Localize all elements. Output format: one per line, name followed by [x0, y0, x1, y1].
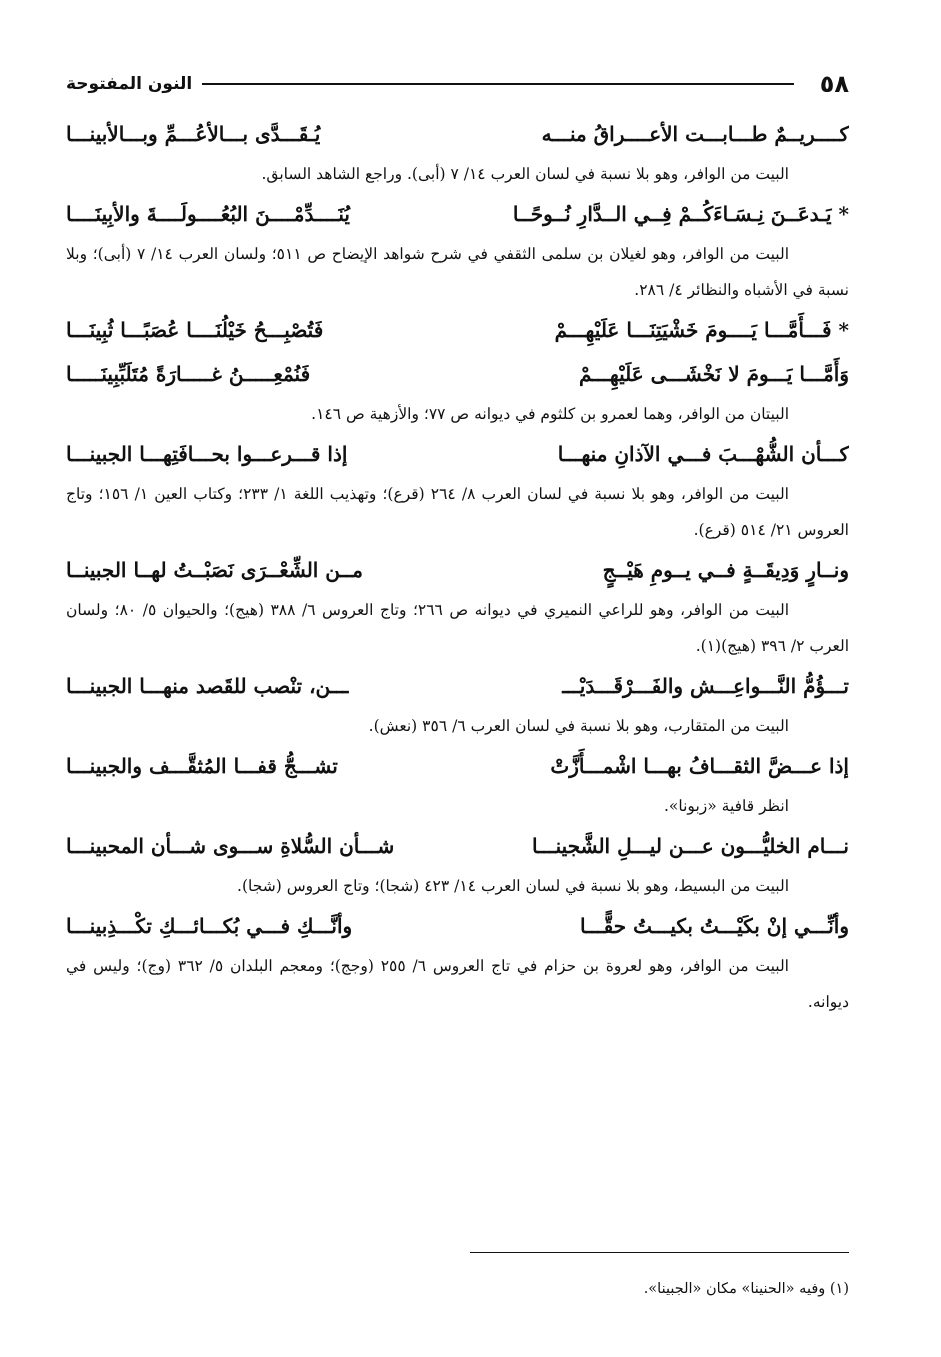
verse-line [66, 112, 849, 156]
second-hemistich: ـــن، تنْصب للقَصد منهـــا الجبينـــا [66, 674, 349, 698]
verse-line [66, 744, 849, 788]
entry-7 [66, 744, 849, 824]
verse-note: البيت من الوافر، وهو بلا نسبة في لسان العرب ٨/ ٢٦٤ (قرع)؛ وتهذيب اللغة ١/ ٢٣٣؛ وكتاب العين ١/ ١٥٦؛ وتاج العروس ٢١/ ٥١٤ (قرع). [66, 485, 849, 539]
first-hemistich: كــــريــمٌ طـــابـــت الأعــــراقُ منـــه [541, 122, 849, 146]
verse-line [66, 824, 849, 868]
first-hemistich: كـــأن الشُّهْـــبَ فـــي الآذانِ منهـــا [557, 442, 849, 466]
verse-note: البيت من الوافر، وهو لغيلان بن سلمى الثقفي في شرح شواهد الإيضاح ص ٥١١؛ ولسان العرب ١٤/ ٧ (أبى)؛ وبلا نسبة في الأشباه والنظائر ٤/ ٢٨٦. [66, 245, 849, 299]
second-hemistich: فَتُصْبِـــحُ خَيْلُنَــــا عُصَبًـــا ثُبِينَـــا [66, 318, 324, 342]
second-hemistich: يُـقَـــدَّى بـــالأعُـــمِّ وبـــالأبينـــا [66, 122, 321, 146]
first-hemistich: تـــؤُمُّ النَّـــواعِـــش والفَـــرْقَـــدَيْـــ [562, 674, 849, 698]
entry-9 [66, 904, 849, 1020]
second-hemistich: تشـــجُّ قفـــا المُثقَّـــف والجبينـــا [66, 754, 338, 778]
verse-note: البيت من الوافر، وهو لعروة بن حزام في تاج العروس ٦/ ٢٥٥ (وجج)؛ ومعجم البلدان ٥/ ٣٦٢ (وج)؛ وليس في ديوانه. [66, 957, 849, 1011]
verse-line [66, 352, 849, 396]
footnote-rule [470, 1252, 849, 1253]
entry-4 [66, 432, 849, 548]
verse-line [66, 904, 849, 948]
verse-line [66, 192, 849, 236]
entry-6 [66, 664, 849, 744]
first-hemistich: نـــام الخليُّـــون عـــن ليـــلِ الشَّجينـــا [531, 834, 849, 858]
first-hemistich: إذا عـــضَّ الثقـــافُ بهـــا اشْمـــأَزَّتْ [550, 754, 849, 778]
entry-3 [66, 308, 849, 432]
verse-note: البيت من البسيط، وهو بلا نسبة في لسان العرب ١٤/ ٤٢٣ (شجا)؛ وتاج العروس (شجا). [237, 877, 789, 895]
second-hemistich: وأنَّـــكِ فـــي بُكـــائـــكِ تكْـــذِبينـــا [66, 914, 353, 938]
first-hemistich: وَأَمَّـــا يَـــومَ لا نَخْشَـــى عَلَيْهِـــمْ [579, 362, 849, 386]
verse-note: انظر قافية «زبونا». [663, 797, 789, 815]
verse-note: البيت من الوافر، وهو للراعي النميري في ديوانه ص ٢٦٦؛ وتاج العروس ٦/ ٣٨٨ (هيج)؛ والحيوان ٥/ ٨٠؛ ولسان العرب ٢/ ٣٩٦ (هيج)(١). [66, 601, 849, 655]
second-hemistich: فَنُمْعِـــــنُ غـــــارَةً مُتَلَبِّبِينَـــــا [66, 362, 311, 386]
verse-line [66, 308, 849, 352]
verse-note: البيت من المتقارب، وهو بلا نسبة في لسان العرب ٦/ ٣٥٦ (نعش). [368, 717, 789, 735]
verse-entries [66, 112, 849, 1020]
header-rule [202, 83, 793, 85]
first-hemistich: ونــارٍ وَدِيقَــةٍ فــي يــومِ هَيْــجٍ [602, 558, 849, 582]
second-hemistich: يُنَــــدِّمْــــنَ البُعُــــولَــــةَ والأبِينَــــا [66, 202, 350, 226]
running-title: النون المفتوحة [66, 74, 193, 94]
page-number: ٥٨ [819, 70, 849, 98]
verse-note: البيت من الوافر، وهو بلا نسبة في لسان العرب ١٤/ ٧ (أبى). وراجع الشاهد السابق. [261, 165, 789, 183]
page-header [66, 66, 849, 102]
verse-note: البيتان من الوافر، وهما لعمرو بن كلثوم في ديوانه ص ٧٧؛ والأزهية ص ١٤٦. [311, 405, 789, 423]
first-hemistich: وأنِّـــي إنْ بكَيْـــتُ بكيـــتُ حقًّـــا [579, 914, 849, 938]
entry-1 [66, 112, 849, 192]
entry-8 [66, 824, 849, 904]
entry-5 [66, 548, 849, 664]
second-hemistich: مــن الشِّعْــرَى نَصَبْــتُ لهــا الجبينــا [66, 558, 363, 582]
entry-2 [66, 192, 849, 308]
verse-line [66, 664, 849, 708]
second-hemistich: إذا قـــرعـــوا بحـــافَتِهـــا الجبينـــا [66, 442, 348, 466]
first-hemistich: * فَـــأَمَّـــا يَــــومَ خَشْيَتِنَـــا عَلَيْهِـــمْ [554, 318, 849, 342]
verse-line [66, 548, 849, 592]
first-hemistich: * يَـدعَــنَ نِـسَـاءَكُــمْ فِــي الــدَّارِ نُــوحًــا [512, 202, 849, 226]
footnote: (١) وفيه «الحنينا» مكان «الجبينا». [643, 1281, 849, 1297]
verse-line [66, 432, 849, 476]
second-hemistich: شـــأن السُّلاةِ ســـوى شـــأن المحبينـــا [66, 834, 395, 858]
